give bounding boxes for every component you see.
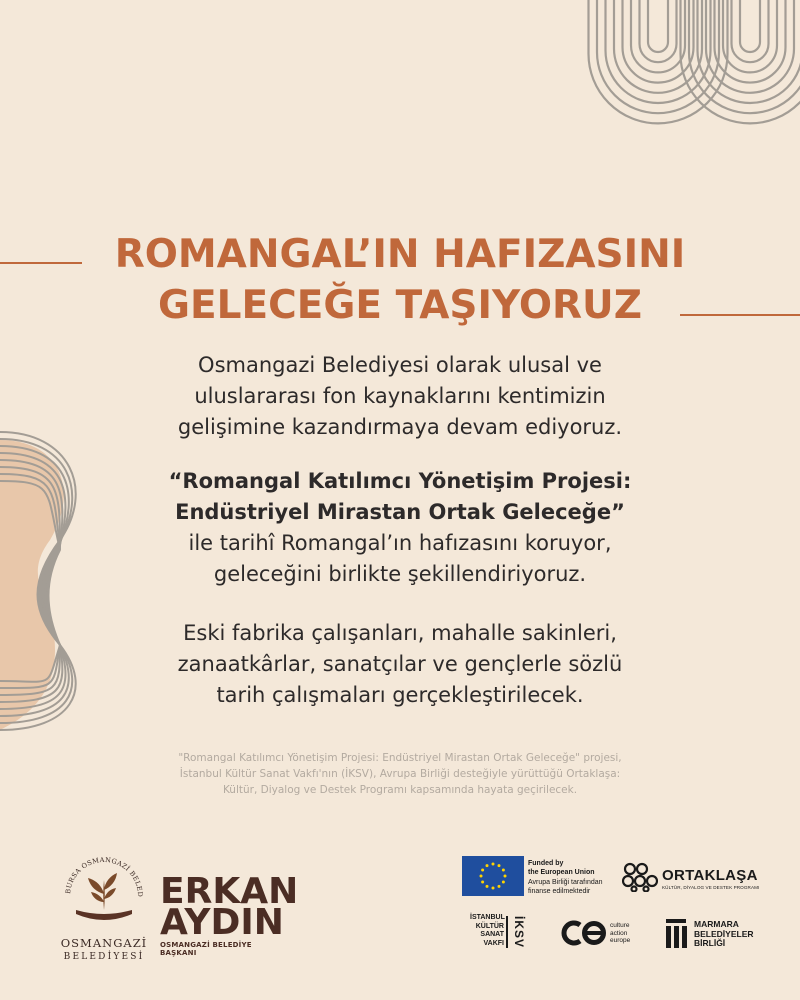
iksv-mark: İKSV (506, 916, 532, 948)
intro-paragraph (120, 350, 680, 443)
project-name-line: “Romangal Katılımcı Yönetişim Projesi: (168, 469, 632, 493)
eu-star-icon (492, 863, 495, 866)
erkan-name: ERKAN (160, 871, 299, 912)
project-footnote (130, 750, 670, 798)
eu-star-icon (486, 885, 489, 888)
eu-flag-icon (462, 856, 524, 896)
arch-line (648, 0, 668, 52)
aydin-name: AYDIN (160, 902, 284, 943)
oral-line: tarih çalışmaları gerçekleştirilecek. (216, 683, 584, 707)
arch-line (740, 0, 760, 52)
osmangazi-name-line: OSMANGAZİ (60, 936, 148, 950)
eu-star-icon (504, 875, 507, 878)
mayor-title: OSMANGAZİ BELEDİYE BAŞKANI (160, 941, 252, 957)
eu-star-icon (502, 869, 505, 872)
intro-line: Osmangazi Belediyesi olarak ulusal ve (198, 353, 602, 377)
erkan-aydin-logo (160, 871, 299, 957)
ortaklasa-subtitle: KÜLTÜR, DİYALOG VE DESTEK PROGRAMI (662, 885, 760, 890)
eu-star-icon (492, 887, 495, 890)
osmangazi-name (56, 936, 152, 964)
osmangazi-belediyesi-logo (56, 852, 152, 964)
osmangazi-emblem (56, 852, 152, 932)
eu-star-icon (498, 864, 501, 867)
headline-line-2: GELECEĞE TAŞIYORUZ (158, 283, 642, 328)
marmara-mark-icon (666, 919, 690, 949)
eu-star-icon (502, 881, 505, 884)
oral-history-paragraph (120, 618, 680, 711)
eu-star-icon (486, 864, 489, 867)
marmara-text: MARMARA BELEDİYELER BİRLİĞİ (694, 919, 754, 948)
oral-line: zanaatkârlar, sanatçılar ve gençlerle sözlü (177, 652, 623, 676)
ortaklasa-circles-icon (622, 862, 658, 892)
marmara-belediyeler-birligi-logo (666, 918, 776, 952)
osmangazi-ring-text: BURSA OSMANGAZİ BELED (64, 855, 145, 898)
osmangazi-name-line: BELEDİYESİ (63, 952, 145, 962)
intro-line: gelişimine kazandırmaya devam ediyoruz. (177, 415, 623, 439)
iksv-logo (470, 914, 540, 954)
eu-funding-text: Funded by the European Union Avrupa Birliği tarafından finanse edilmektedir (528, 860, 603, 895)
project-line: geleceğini birlikte şekillendiriyoruz. (213, 562, 587, 586)
project-paragraph (120, 466, 680, 590)
headline-line-1: ROMANGAL’IN HAFIZASINI (114, 232, 686, 277)
eu-star-icon (481, 881, 484, 884)
footnote-line: Kültür, Diyalog ve Destek Programı kapsamında hayata geçirilecek. (222, 784, 578, 796)
project-line: ile tarihî Romangal’ın hafızasını koruyor, (188, 531, 612, 555)
footnote-line: "Romangal Katılımcı Yönetişim Projesi: Endüstriyel Mirastan Ortak Geleceğe" projesi, (178, 752, 622, 764)
iksv-text: İSTANBUL KÜLTÜR SANAT VAKFI (470, 914, 505, 947)
footnote-line: İstanbul Kültür Sanat Vakfı'nın (İKSV), Avrupa Birliği desteğiyle yürüttüğü Ortaklaşa: (179, 768, 621, 780)
wave-decoration-left (0, 430, 120, 810)
ortaklasa-name: ORTAKLAŞA (662, 867, 758, 884)
intro-line: uluslararası fon kaynaklarını kentimizin (194, 384, 606, 408)
project-name-line: Endüstriyel Mirastan Ortak Geleceğe” (175, 500, 625, 524)
oral-line: Eski fabrika çalışanları, mahalle sakinleri, (183, 621, 617, 645)
culture-action-text: culture action europe (610, 922, 631, 944)
eu-star-icon (481, 869, 484, 872)
arch-decoration-top-right (580, 0, 800, 160)
eu-star-icon (498, 885, 501, 888)
culture-action-europe-logo (560, 918, 650, 950)
culture-action-mark-icon (560, 918, 608, 948)
eu-star-icon (480, 875, 483, 878)
